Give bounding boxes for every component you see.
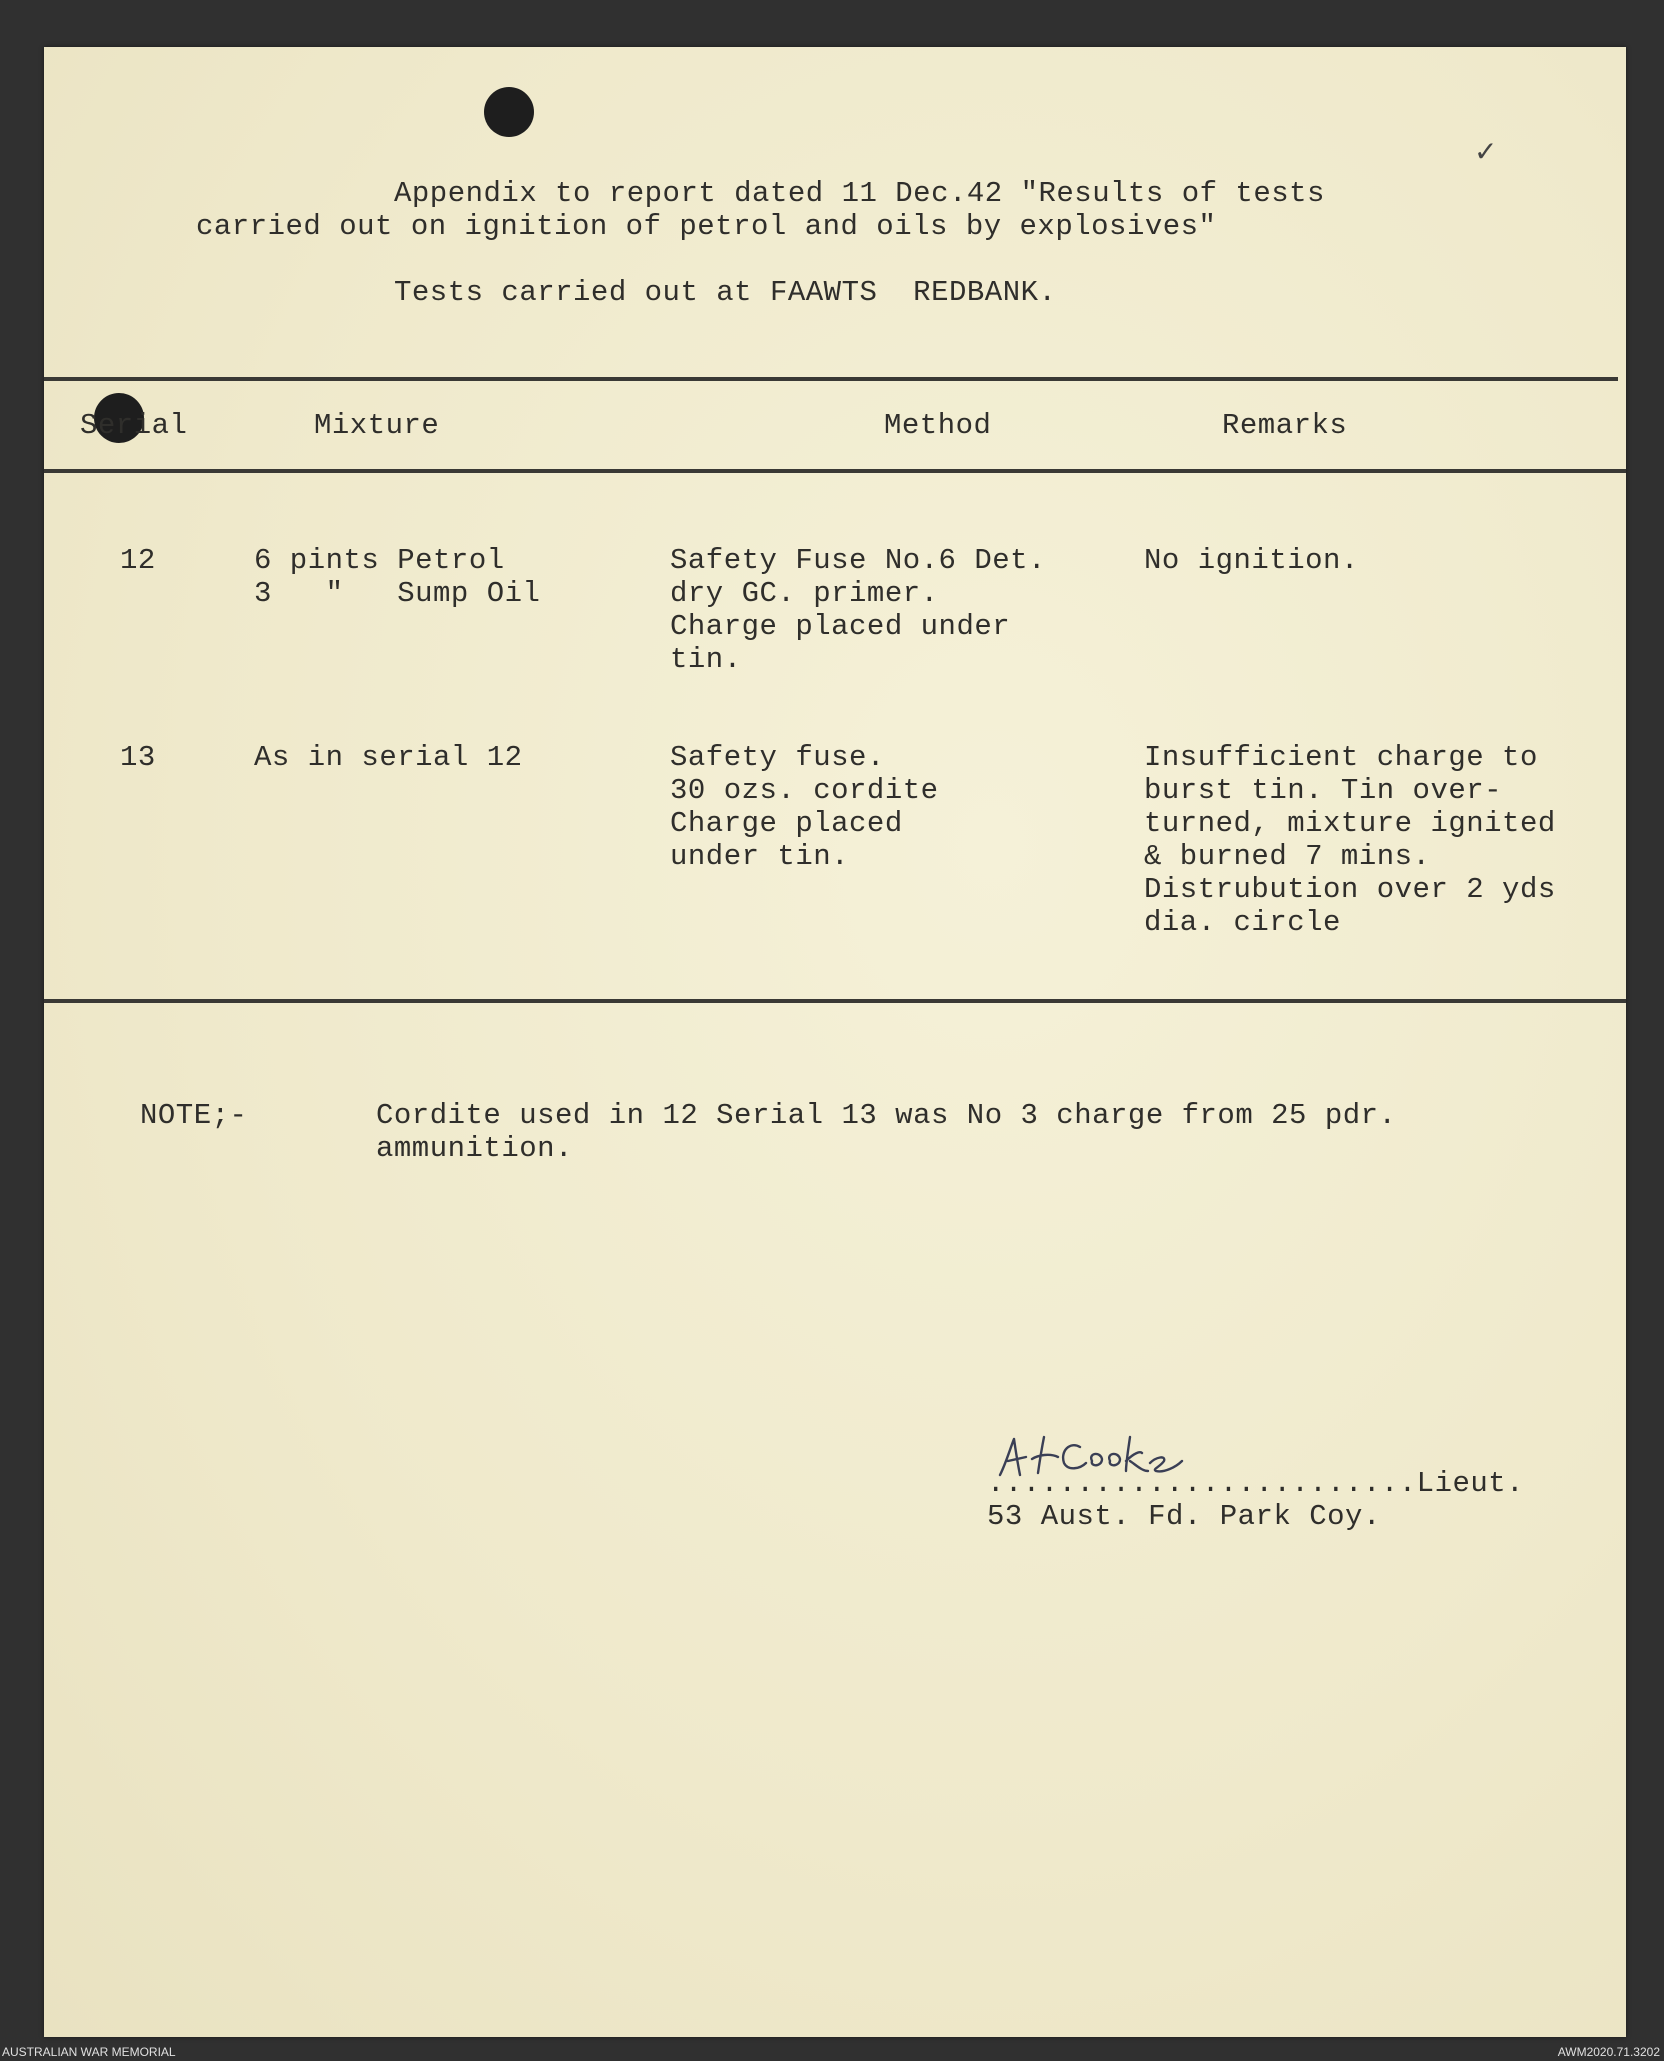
row-13-method-line: Safety fuse. <box>670 741 885 774</box>
row-13-method-line: Charge placed <box>670 807 903 840</box>
column-header-method: Method <box>884 409 992 442</box>
row-13-method-line: 30 ozs. cordite <box>670 774 939 807</box>
row-13-method-line: under tin. <box>670 840 850 873</box>
row-12-method-line: dry GC. primer. <box>670 577 939 610</box>
footer-right: AWM2020.71.3202 <box>1557 2045 1660 2059</box>
row-13-remarks-line: & burned 7 mins. <box>1144 840 1431 873</box>
row-13-serial: 13 <box>120 741 156 774</box>
note-line-2: ammunition. <box>376 1132 573 1165</box>
row-12-mixture-line: 3 " Sump Oil <box>254 577 541 610</box>
header-line-1: Appendix to report dated 11 Dec.42 "Results of tests <box>394 177 1325 210</box>
row-12-method-line: Safety Fuse No.6 Det. <box>670 544 1046 577</box>
row-13-remarks-line: dia. circle <box>1144 906 1341 939</box>
table-header-rule <box>44 469 1626 473</box>
row-13-remarks-line: Distrubution over 2 yds <box>1144 873 1556 906</box>
row-12-method-line: tin. <box>670 643 742 676</box>
row-13-remarks-line: Insufficient charge to <box>1144 741 1538 774</box>
table-top-rule <box>44 377 1618 381</box>
signature-unit: 53 Aust. Fd. Park Coy. <box>987 1500 1381 1533</box>
note-label: NOTE;- <box>140 1099 248 1132</box>
row-13-remarks-line: turned, mixture ignited <box>1144 807 1556 840</box>
check-mark-icon: ✓ <box>1474 135 1498 168</box>
document-sheet <box>44 47 1626 2037</box>
footer-left: AUSTRALIAN WAR MEMORIAL <box>2 2045 176 2059</box>
row-12-mixture-line: 6 pints Petrol <box>254 544 505 577</box>
row-12-remarks: No ignition. <box>1144 544 1359 577</box>
column-header-serial: Serial <box>80 409 188 442</box>
table-bottom-rule <box>44 999 1626 1003</box>
column-header-remarks: Remarks <box>1222 409 1348 442</box>
row-13-mixture: As in serial 12 <box>254 741 523 774</box>
signature-line: ........................Lieut. <box>987 1467 1525 1500</box>
row-12-serial: 12 <box>120 544 156 577</box>
punch-hole-top <box>484 87 534 137</box>
header-line-2: carried out on ignition of petrol and oils by explosives" <box>196 210 1217 243</box>
column-header-mixture: Mixture <box>314 409 440 442</box>
row-13-remarks-line: burst tin. Tin over- <box>1144 774 1503 807</box>
note-line-1: Cordite used in 12 Serial 13 was No 3 charge from 25 pdr. <box>376 1099 1397 1132</box>
row-12-method-line: Charge placed under <box>670 610 1011 643</box>
header-line-3: Tests carried out at FAAWTS REDBANK. <box>394 276 1057 309</box>
